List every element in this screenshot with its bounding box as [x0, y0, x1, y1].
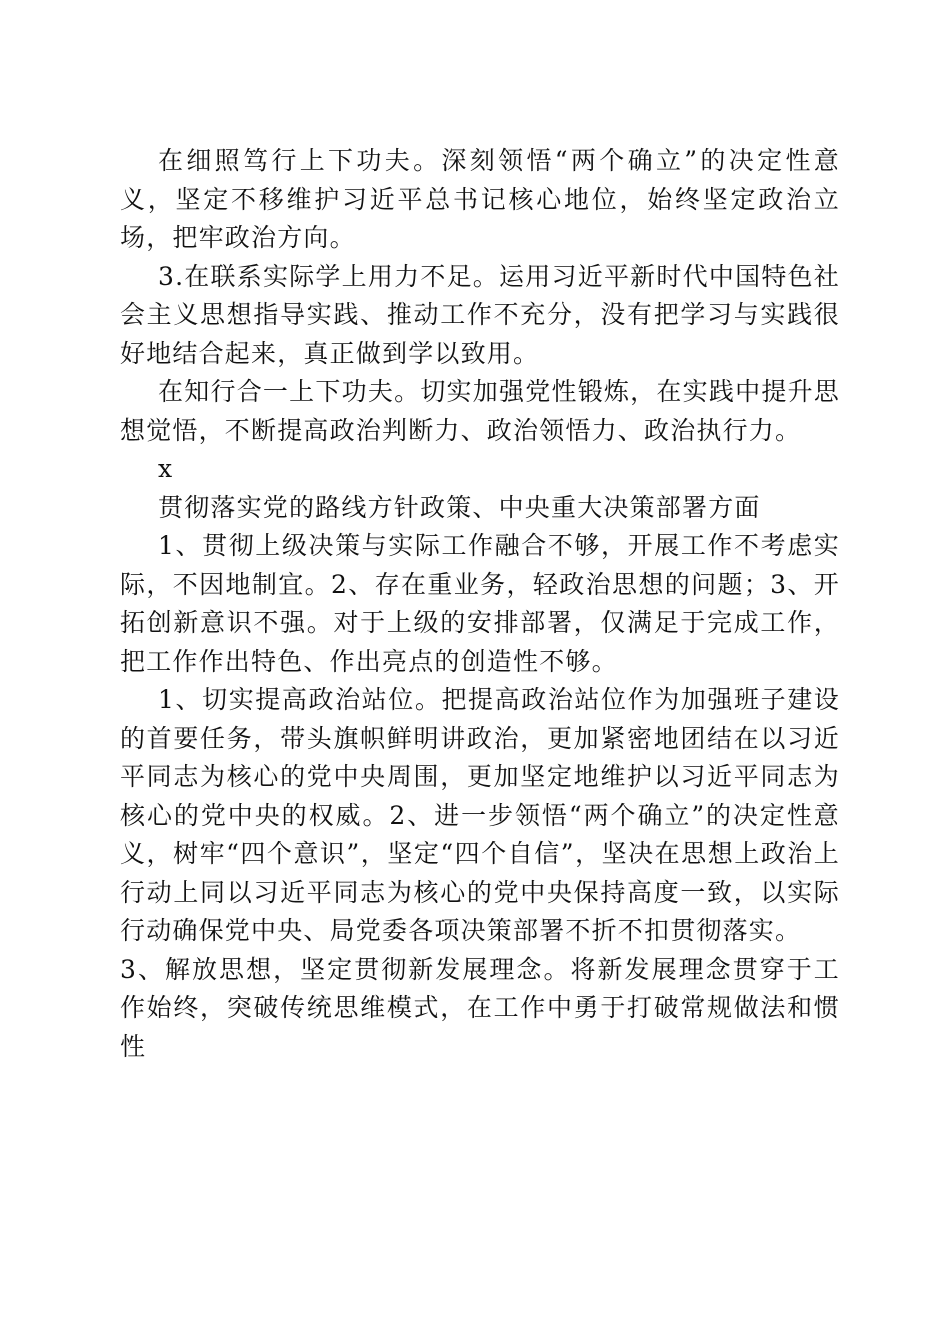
paragraph-continued: 3、解放思想，坚定贯彻新发展理念。将新发展理念贯穿于工作始终，突破传统思维模式，在工作中勇于打破常规做法和惯性	[120, 954, 840, 1061]
paragraph-1: 在细照笃行上下功夫。深刻领悟“两个确立”的决定性意义，坚定不移维护习近平总书记核心地位，始终坚定政治立场，把牢政治方向。	[120, 146, 840, 252]
paragraph-problems: 1、贯彻上级决策与实际工作融合不够，开展工作不考虑实际，不因地制宜。2、存在重业务，轻政治思想的问题；3、开拓创新意识不强。对于上级的安排部署，仅满足于完成工作，把工作作出特色、作出亮点的创造性不够。	[120, 531, 840, 676]
paragraph-measures: 1、切实提高政治站位。把提高政治站位作为加强班子建设的首要任务，带头旗帜鲜明讲政治，更加紧密地团结在以习近平同志为核心的党中央周围，更加坚定地维护以习近平同志为核心的党中央的权威。2、进一步领悟“两个确立”的决定性意义，树牢“四个意识”，坚定“四个自信”，坚决在思想上政治上行动上同以习近平同志为核心的党中央保持高度一致，以实际行动确保党中央、局党委各项决策部署不折不扣贯彻落实。	[120, 685, 840, 945]
section-heading: 贯彻落实党的路线方针政策、中央重大决策部署方面	[158, 492, 761, 522]
document-body	[120, 142, 840, 1066]
paragraph-3: 在知行合一上下功夫。切实加强党性锻炼，在实践中提升思想觉悟，不断提高政治判断力、政治领悟力、政治执行力。	[120, 377, 840, 445]
paragraph-2: 3.在联系实际学上用力不足。运用习近平新时代中国特色社会主义思想指导实践、推动工作不充分，没有把学习与实践很好地结合起来，真正做到学以致用。	[120, 261, 840, 368]
section-marker: x	[158, 454, 173, 483]
